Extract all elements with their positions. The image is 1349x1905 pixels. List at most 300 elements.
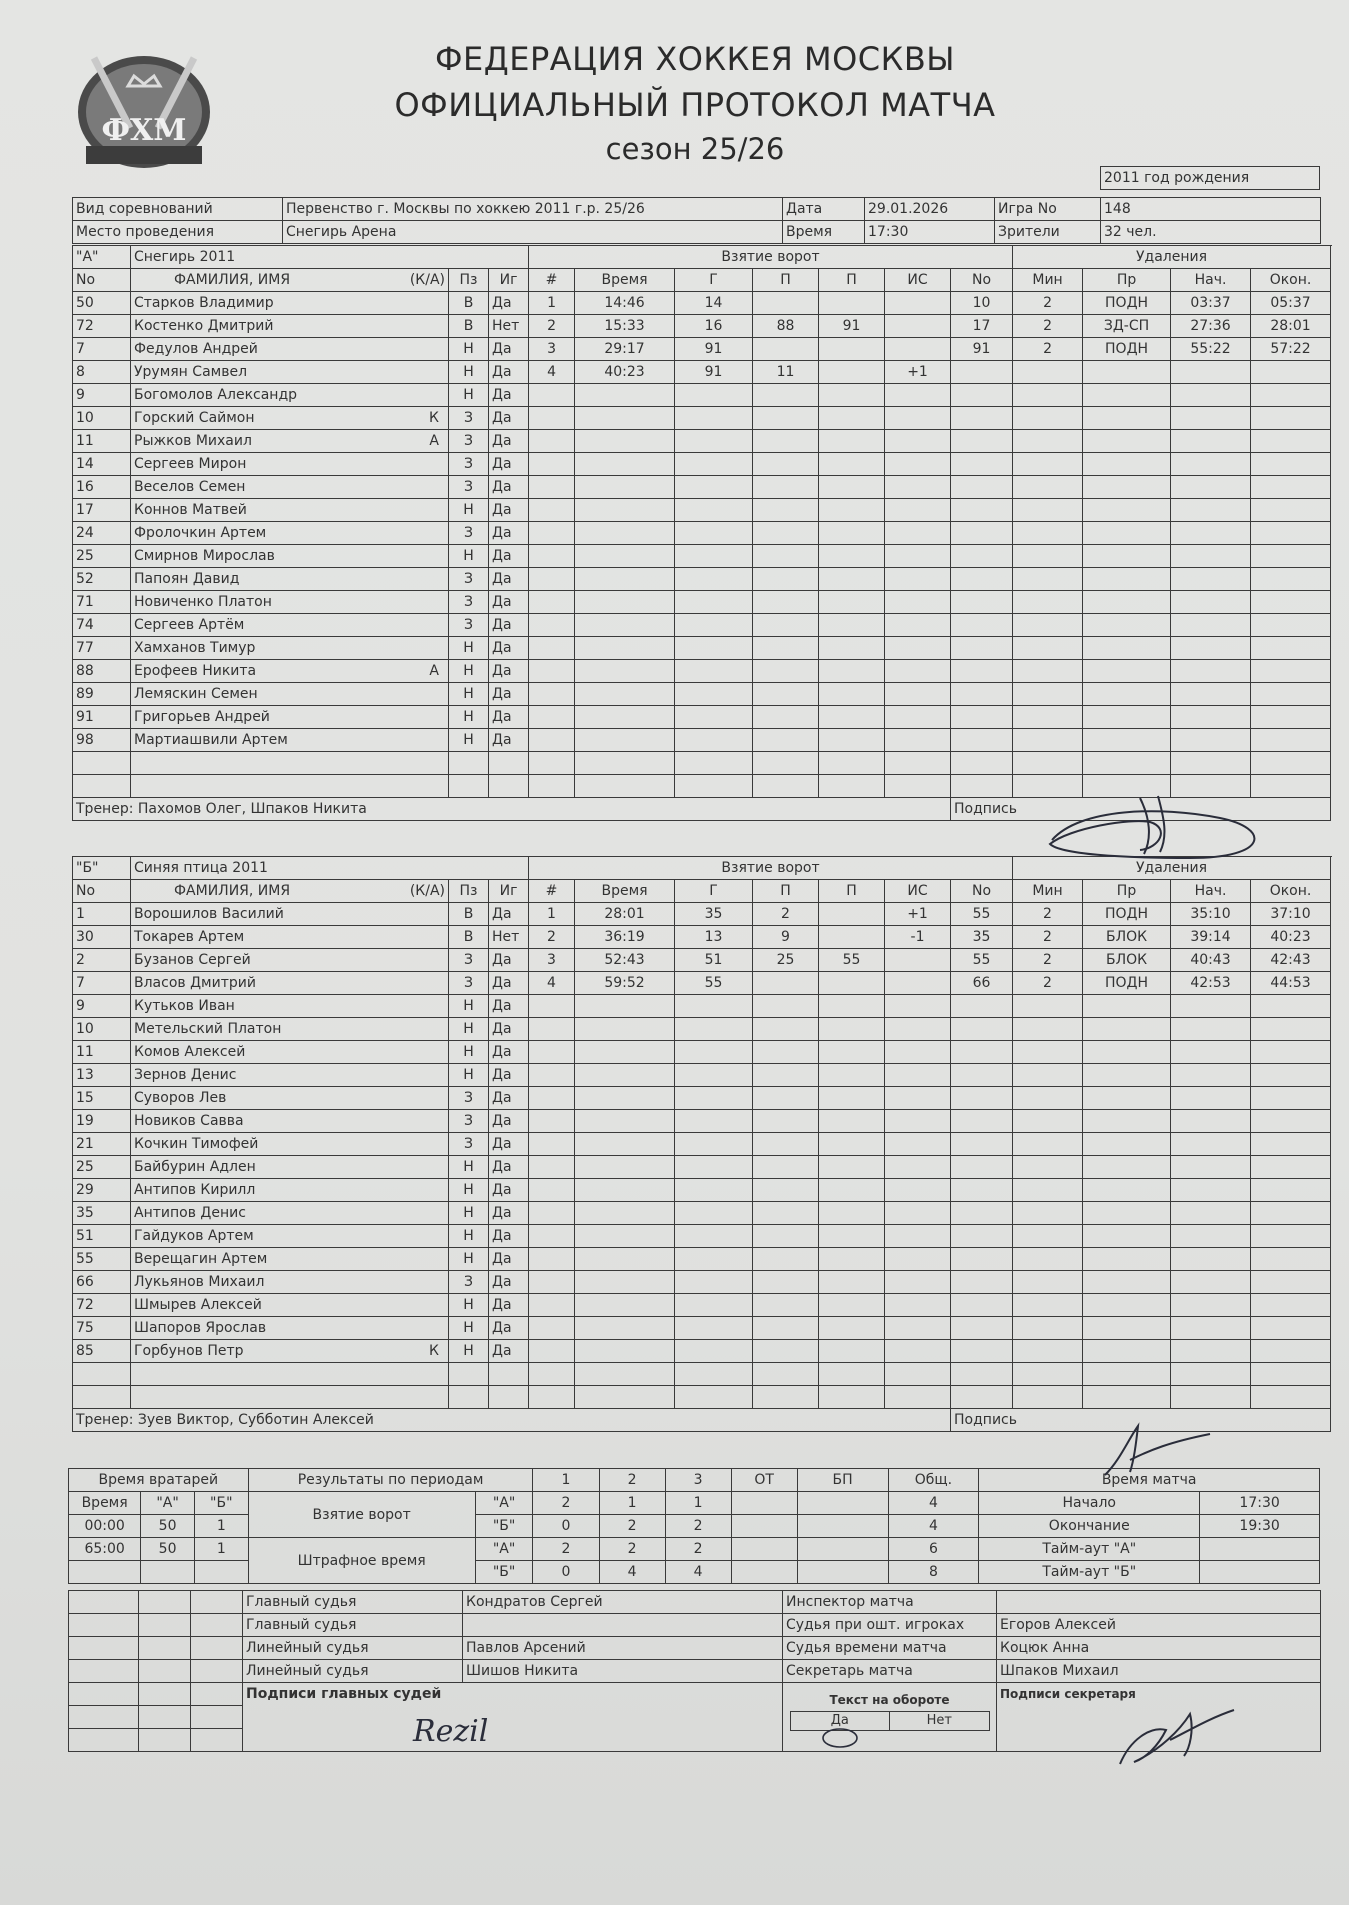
goal-scorer	[675, 995, 753, 1018]
goal-assist-2	[819, 545, 885, 568]
player-number: 11	[73, 1041, 131, 1064]
penalty-player	[951, 752, 1013, 775]
player-row	[73, 315, 1331, 338]
player-played: Да	[489, 384, 529, 407]
player-position: З	[449, 522, 489, 545]
goal-assist-1	[753, 775, 819, 798]
season-title: сезон 25/26	[605, 132, 785, 166]
goal-number: 2	[529, 315, 575, 338]
penalty-player	[951, 591, 1013, 614]
player-name	[131, 637, 449, 660]
goal-assist-2	[819, 499, 885, 522]
no-header: No	[73, 269, 131, 292]
goal-number	[529, 568, 575, 591]
goal-scorer: 91	[675, 338, 753, 361]
coach-line: Тренер: Пахомов Олег, Шпаков Никита	[73, 798, 951, 821]
team-a-table	[72, 245, 1331, 821]
player-number: 9	[73, 384, 131, 407]
player-number: 35	[73, 1202, 131, 1225]
player-name-text: Смирнов Мирослав	[134, 548, 275, 564]
end-value: 19:30	[1200, 1515, 1320, 1538]
player-position	[449, 775, 489, 798]
player-played: Да	[489, 660, 529, 683]
player-number: 72	[73, 1294, 131, 1317]
goal-assist-2	[819, 926, 885, 949]
penalty-end: 44:53	[1251, 972, 1331, 995]
penalty-reason	[1083, 1248, 1171, 1271]
penalty-player	[951, 1317, 1013, 1340]
penalty-player	[951, 1133, 1013, 1156]
goal-assist-1	[753, 660, 819, 683]
penalty-player	[951, 775, 1013, 798]
goal-scorer	[675, 384, 753, 407]
penalty-reason	[1083, 1340, 1171, 1363]
goal-situation	[885, 1156, 951, 1179]
player-number: 16	[73, 476, 131, 499]
goal-number: 1	[529, 292, 575, 315]
goal-situation	[885, 1340, 951, 1363]
start-label: Начало	[979, 1492, 1200, 1515]
player-row	[73, 903, 1331, 926]
goal-situation	[885, 706, 951, 729]
penalty-minutes	[1013, 1271, 1083, 1294]
player-number: 91	[73, 706, 131, 729]
goal-time	[575, 1363, 675, 1386]
player-name-text: Хамханов Тимур	[134, 640, 256, 656]
player-played: Да	[489, 1041, 529, 1064]
penalty-minutes	[1013, 1294, 1083, 1317]
col-header-time: Время	[575, 880, 675, 903]
penalty-end: 28:01	[1251, 315, 1331, 338]
player-row	[73, 430, 1331, 453]
player-played: Да	[489, 453, 529, 476]
refs-sign-label: Подписи главных судей	[246, 1686, 442, 1702]
penalty-player	[951, 729, 1013, 752]
penalty-reason	[1083, 476, 1171, 499]
player-played: Да	[489, 522, 529, 545]
goal-time	[575, 591, 675, 614]
goal-assist-2	[819, 1041, 885, 1064]
player-position: Н	[449, 1064, 489, 1087]
player-played: Да	[489, 903, 529, 926]
player-position: В	[449, 903, 489, 926]
player-name-text: Ерофеев Никита	[134, 663, 257, 679]
penalty-reason	[1083, 430, 1171, 453]
goal-assist-2	[819, 384, 885, 407]
goal-number: 2	[529, 926, 575, 949]
goal-assist-2	[819, 361, 885, 384]
penalty-reason: БЛОК	[1083, 926, 1171, 949]
goal-assist-2	[819, 1156, 885, 1179]
goal-assist-2	[819, 591, 885, 614]
inspector-label: Инспектор матча	[783, 1591, 997, 1614]
goal-assist-2	[819, 338, 885, 361]
penalty-end	[1251, 1271, 1331, 1294]
penalty-start	[1171, 1087, 1251, 1110]
coach-line: Тренер: Зуев Виктор, Субботин Алексей	[73, 1409, 951, 1432]
col-header-g: Г	[675, 269, 753, 292]
penalty-minutes	[1013, 1225, 1083, 1248]
period-ot: ОТ	[731, 1469, 797, 1492]
penalty-reason	[1083, 660, 1171, 683]
player-position: З	[449, 476, 489, 499]
goal-assist-2	[819, 568, 885, 591]
goal-assist-1	[753, 729, 819, 752]
penalty-end	[1251, 361, 1331, 384]
col-header-end: Окон.	[1251, 880, 1331, 903]
penalty-end	[1251, 1248, 1331, 1271]
goal-scorer: 13	[675, 926, 753, 949]
goal-time	[575, 1087, 675, 1110]
player-name-text: Рыжков Михаил	[134, 433, 252, 449]
player-number: 52	[73, 568, 131, 591]
goal-number	[529, 775, 575, 798]
player-row	[73, 683, 1331, 706]
player-position: З	[449, 430, 489, 453]
player-name-text: Горский Саймон	[134, 410, 255, 426]
player-played: Да	[489, 545, 529, 568]
venue-label: Место проведения	[73, 221, 283, 244]
player-name	[131, 1248, 449, 1271]
player-number: 77	[73, 637, 131, 660]
penalty-end: 42:43	[1251, 949, 1331, 972]
player-name-text: Антипов Кирилл	[134, 1182, 256, 1198]
penalty-player	[951, 1064, 1013, 1087]
penalty-end	[1251, 1340, 1331, 1363]
player-played: Да	[489, 1018, 529, 1041]
penalty-player	[951, 706, 1013, 729]
player-name	[131, 292, 449, 315]
goal-time	[575, 522, 675, 545]
penalty-end	[1251, 545, 1331, 568]
player-position: Н	[449, 1202, 489, 1225]
player-name	[131, 407, 449, 430]
penalty-player	[951, 1363, 1013, 1386]
goal-time	[575, 1041, 675, 1064]
penalty-start	[1171, 752, 1251, 775]
penalty-minutes	[1013, 752, 1083, 775]
player-number: 21	[73, 1133, 131, 1156]
goal-scorer	[675, 1386, 753, 1409]
goal-scorer	[675, 499, 753, 522]
penalty-end	[1251, 1363, 1331, 1386]
goal-time	[575, 775, 675, 798]
penalty-end	[1251, 384, 1331, 407]
player-row	[73, 752, 1331, 775]
player-name-text: Федулов Андрей	[134, 341, 258, 357]
penalty-end	[1251, 729, 1331, 752]
penalty-player	[951, 660, 1013, 683]
penalty-reason	[1083, 1018, 1171, 1041]
goal-number	[529, 1133, 575, 1156]
player-position: З	[449, 972, 489, 995]
goal-scorer: 35	[675, 903, 753, 926]
player-played: Да	[489, 995, 529, 1018]
goal-assist-1	[753, 1225, 819, 1248]
col-header-end: Окон.	[1251, 269, 1331, 292]
goal-assist-2	[819, 775, 885, 798]
period-2: 2	[599, 1469, 665, 1492]
goal-assist-2	[819, 637, 885, 660]
goal-situation	[885, 407, 951, 430]
penalty-end	[1251, 1225, 1331, 1248]
penalty-minutes: 2	[1013, 949, 1083, 972]
goal-assist-2	[819, 1225, 885, 1248]
goal-scorer	[675, 1202, 753, 1225]
penalties-title: Удаления	[1013, 857, 1331, 880]
player-row	[73, 1179, 1331, 1202]
penalty-minutes	[1013, 1156, 1083, 1179]
player-position: Н	[449, 1156, 489, 1179]
player-name-text: Сергеев Артём	[134, 617, 245, 633]
goal-number	[529, 522, 575, 545]
penalty-reason	[1083, 568, 1171, 591]
col-header-ig: Иг	[489, 880, 529, 903]
penalty-start	[1171, 407, 1251, 430]
player-played: Да	[489, 1156, 529, 1179]
goal-situation	[885, 1294, 951, 1317]
goal-scorer	[675, 752, 753, 775]
goal-number	[529, 499, 575, 522]
goal-assist-2: 55	[819, 949, 885, 972]
goal-time: 28:01	[575, 903, 675, 926]
player-row	[73, 499, 1331, 522]
goal-assist-1	[753, 1317, 819, 1340]
penalty-player	[951, 453, 1013, 476]
player-position: Н	[449, 1041, 489, 1064]
penalty-minutes	[1013, 361, 1083, 384]
goal-number	[529, 430, 575, 453]
penalty-reason	[1083, 1179, 1171, 1202]
penalty-start: 27:36	[1171, 315, 1251, 338]
goal-situation: -1	[885, 926, 951, 949]
goal-situation	[885, 499, 951, 522]
goal-situation	[885, 1271, 951, 1294]
captain-mark: А	[429, 663, 439, 679]
player-name	[131, 1041, 449, 1064]
player-name	[131, 1179, 449, 1202]
col-header-is: ИС	[885, 880, 951, 903]
player-row	[73, 591, 1331, 614]
goal-assist-1	[753, 407, 819, 430]
player-number: 98	[73, 729, 131, 752]
penalty-start	[1171, 614, 1251, 637]
player-row	[73, 926, 1331, 949]
captain-mark: К	[429, 1343, 439, 1359]
player-name	[131, 683, 449, 706]
col-header-no: No	[951, 269, 1013, 292]
goal-number	[529, 476, 575, 499]
player-row	[73, 660, 1331, 683]
player-played: Да	[489, 1271, 529, 1294]
player-name-text: Горбунов Петр	[134, 1343, 244, 1359]
penalty-minutes	[1013, 384, 1083, 407]
player-position	[449, 1363, 489, 1386]
name-header: ФАМИЛИЯ, ИМЯ (К/А)	[131, 880, 449, 903]
linesman1-value: Павлов Арсений	[463, 1637, 783, 1660]
goal-scorer	[675, 407, 753, 430]
goal-time	[575, 1202, 675, 1225]
penalty-player: 91	[951, 338, 1013, 361]
penalty-minutes	[1013, 453, 1083, 476]
penalty-minutes	[1013, 430, 1083, 453]
goal-assist-1	[753, 522, 819, 545]
player-name	[131, 926, 449, 949]
goal-scorer	[675, 1248, 753, 1271]
penalty-reason	[1083, 1064, 1171, 1087]
player-name	[131, 1340, 449, 1363]
goal-time	[575, 430, 675, 453]
penalty-player	[951, 1294, 1013, 1317]
player-played: Да	[489, 1110, 529, 1133]
player-name	[131, 1156, 449, 1179]
penalty-end	[1251, 1202, 1331, 1225]
player-row	[73, 729, 1331, 752]
player-name	[131, 903, 449, 926]
goal-time	[575, 1386, 675, 1409]
penalty-player	[951, 430, 1013, 453]
penalty-end: 37:10	[1251, 903, 1331, 926]
goal-assist-2	[819, 1179, 885, 1202]
col-header-p: П	[819, 880, 885, 903]
goal-assist-1	[753, 637, 819, 660]
goal-time	[575, 1317, 675, 1340]
goal-assist-1	[753, 706, 819, 729]
svg-text:Rezil: Rezil	[413, 1714, 489, 1749]
penalty-reason	[1083, 683, 1171, 706]
goal-number	[529, 1179, 575, 1202]
goal-assist-1	[753, 499, 819, 522]
player-played	[489, 1386, 529, 1409]
yes-circle-mark	[820, 1726, 860, 1750]
goal-time	[575, 1133, 675, 1156]
goal-scorer	[675, 522, 753, 545]
goal-situation: +1	[885, 903, 951, 926]
player-number	[73, 1386, 131, 1409]
player-name	[131, 660, 449, 683]
summary-table: Время вратарей Результаты по периодам 1 2 3 ОТ БП Общ. Время матча Время "А" "Б" Взятие ворот "А" 2 1 1 4 Начало 17:30 00:00 50 1 "Б" 0 2 2 4 Окончание 19:30 65:00 50 1 Штрафное время "А" 2 2 2 6 Тайм-аут "А" "Б" 0 4 4 8 Тайм-аут "Б"	[68, 1468, 1320, 1584]
player-row	[73, 1064, 1331, 1087]
penalty-start	[1171, 453, 1251, 476]
player-name-text: Комов Алексей	[134, 1044, 246, 1060]
player-name-text: Новиков Савва	[134, 1113, 244, 1129]
player-number: 14	[73, 453, 131, 476]
goal-assist-2	[819, 995, 885, 1018]
penalty-minutes	[1013, 476, 1083, 499]
goal-assist-1	[753, 1340, 819, 1363]
date-label: Дата	[783, 198, 865, 221]
player-position: В	[449, 926, 489, 949]
penalty-reason: ЗД-СП	[1083, 315, 1171, 338]
federation-title: ФЕДЕРАЦИЯ ХОККЕЯ МОСКВЫ	[434, 40, 956, 78]
penalty-minutes: 2	[1013, 315, 1083, 338]
goal-assist-2	[819, 453, 885, 476]
penalty-minutes	[1013, 1340, 1083, 1363]
goal-scorer: 16	[675, 315, 753, 338]
goal-assist-2	[819, 614, 885, 637]
goal-time	[575, 637, 675, 660]
penalty-player	[951, 995, 1013, 1018]
penalty-player	[951, 1386, 1013, 1409]
penalty-minutes	[1013, 683, 1083, 706]
player-position: Н	[449, 338, 489, 361]
player-number: 55	[73, 1248, 131, 1271]
player-number: 51	[73, 1225, 131, 1248]
spectators-value: 32 чел.	[1101, 221, 1321, 244]
player-row	[73, 1133, 1331, 1156]
player-name	[131, 949, 449, 972]
goal-number	[529, 545, 575, 568]
no-header: No	[73, 880, 131, 903]
player-played: Да	[489, 1087, 529, 1110]
period-bp: БП	[797, 1469, 888, 1492]
penalty-start	[1171, 361, 1251, 384]
goal-number: 3	[529, 338, 575, 361]
goal-situation	[885, 1386, 951, 1409]
goal-assist-1	[753, 1271, 819, 1294]
goal-assist-1: 11	[753, 361, 819, 384]
goal-situation	[885, 545, 951, 568]
penalty-player: 17	[951, 315, 1013, 338]
player-name-text: Токарев Артем	[134, 929, 245, 945]
goal-scorer	[675, 545, 753, 568]
goal-scorer	[675, 706, 753, 729]
penalty-minutes	[1013, 1018, 1083, 1041]
match-time-title: Время матча	[979, 1469, 1320, 1492]
goal-situation	[885, 972, 951, 995]
goal-situation	[885, 591, 951, 614]
player-number: 50	[73, 292, 131, 315]
goal-number	[529, 706, 575, 729]
goal-assist-1	[753, 614, 819, 637]
goal-time	[575, 499, 675, 522]
goal-scorer	[675, 1225, 753, 1248]
player-number: 89	[73, 683, 131, 706]
goal-time: 29:17	[575, 338, 675, 361]
goal-time	[575, 706, 675, 729]
player-row	[73, 292, 1331, 315]
goal-situation	[885, 995, 951, 1018]
goal-situation	[885, 729, 951, 752]
goal-number	[529, 1018, 575, 1041]
game-value: 148	[1101, 198, 1321, 221]
period-3: 3	[665, 1469, 731, 1492]
penalty-reason	[1083, 545, 1171, 568]
penalty-start	[1171, 1018, 1251, 1041]
period-1: 1	[533, 1469, 599, 1492]
goal-number	[529, 1087, 575, 1110]
penalty-start: 35:10	[1171, 903, 1251, 926]
col-header-pr: Пр	[1083, 880, 1171, 903]
goal-assist-1	[753, 683, 819, 706]
penalty-reason: БЛОК	[1083, 949, 1171, 972]
goal-assist-1	[753, 1087, 819, 1110]
player-name	[131, 568, 449, 591]
team-letter: "Б"	[73, 857, 131, 880]
box-judge-label: Судья при ошт. игроках	[783, 1614, 997, 1637]
player-number: 8	[73, 361, 131, 384]
goal-assist-1: 25	[753, 949, 819, 972]
penalty-player: 55	[951, 949, 1013, 972]
player-name-text: Власов Дмитрий	[134, 975, 256, 991]
player-played: Нет	[489, 926, 529, 949]
goal-situation	[885, 1133, 951, 1156]
player-name	[131, 1018, 449, 1041]
player-row	[73, 522, 1331, 545]
goal-time	[575, 614, 675, 637]
goal-number	[529, 1064, 575, 1087]
col-header-ig: Иг	[489, 269, 529, 292]
